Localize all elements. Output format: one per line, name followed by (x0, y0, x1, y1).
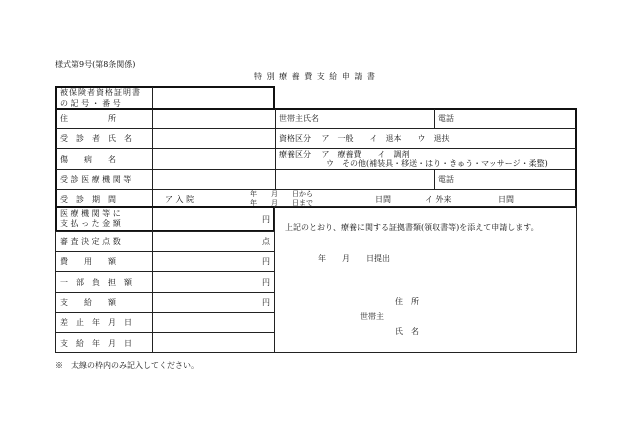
period-label: 受 診 期 間 (60, 195, 116, 204)
address-field[interactable] (153, 110, 274, 128)
paid-label-1: 医 療 機 関 等 に (60, 209, 121, 218)
cert-label-1: 被保険者資格証明書 (60, 88, 141, 97)
applicant-name-label: 氏 名 (395, 327, 419, 336)
address-label: 住 所 (60, 114, 116, 123)
outpatient-option[interactable]: イ 外来 (425, 195, 452, 204)
institution-field[interactable] (153, 171, 433, 189)
phone-label: 電話 (438, 114, 454, 123)
footnote: ※ 太線の枠内のみ記入してください。 (55, 361, 199, 370)
paid-amount-field[interactable] (153, 208, 258, 230)
payment-label: 支 給 額 (60, 298, 116, 307)
copay-label: 一 部 負 担 額 (60, 278, 132, 287)
form-number: 様式第9号(第8条関係) (55, 60, 136, 69)
statement-text: 上記のとおり、療養に関する証拠書類(領収書等)を添えて申請します。 (285, 223, 539, 232)
householder-name-field[interactable] (330, 110, 433, 128)
cost-yen: 円 (262, 257, 270, 266)
payment-yen: 円 (262, 298, 270, 307)
institution-label: 受 診 医 療 機 関 等 (60, 175, 132, 184)
disease-field[interactable] (153, 150, 274, 168)
phone-field[interactable] (460, 110, 575, 128)
paid-yen: 円 (262, 215, 270, 224)
inpatient-days[interactable]: 日間 (375, 195, 391, 204)
outpatient-days[interactable]: 日間 (498, 195, 514, 204)
paid-label-2: 支 払 っ た 金 額 (60, 219, 121, 228)
submit-date[interactable]: 年 月 日提出 (318, 254, 390, 263)
period-from[interactable]: 年 月 日から (250, 190, 313, 198)
form-title: 特 別 療 養 費 支 給 申 請 書 (254, 72, 376, 81)
applicant-address-label: 住 所 (395, 297, 419, 306)
payment-date-label: 支 給 年 月 日 (60, 339, 132, 348)
patient-name-label: 受 診 者 氏 名 (60, 134, 132, 143)
phone2-label: 電話 (438, 175, 454, 184)
stop-date-label: 差 止 年 月 日 (60, 318, 132, 327)
review-points-label: 審 査 決 定 点 数 (60, 237, 121, 246)
inpatient-option[interactable]: ア 入 院 (165, 195, 195, 204)
period-to[interactable]: 年 月 日まで (250, 199, 313, 207)
cert-number-field[interactable] (153, 88, 273, 108)
copay-yen: 円 (262, 278, 270, 287)
disease-label: 傷 病 名 (60, 155, 116, 164)
care-type-options-1[interactable]: 療養区分 ア 療養費 イ 調剤 (279, 150, 410, 159)
householder-label: 世帯主 (360, 312, 384, 321)
cost-label: 費 用 額 (60, 257, 116, 266)
institution-phone-field[interactable] (460, 171, 575, 189)
patient-name-field[interactable] (153, 130, 274, 148)
cert-label-2: の 記 号 ・ 番 号 (60, 99, 121, 108)
care-type-options-2[interactable]: ウ その他(補装具・移送・はり・きゅう・マッサージ・柔整) (326, 159, 548, 168)
householder-name-label: 世帯主氏名 (279, 114, 319, 123)
review-points-unit: 点 (262, 237, 270, 246)
qualification-options[interactable]: 資格区分 ア 一般 イ 退本 ウ 退扶 (279, 134, 450, 143)
